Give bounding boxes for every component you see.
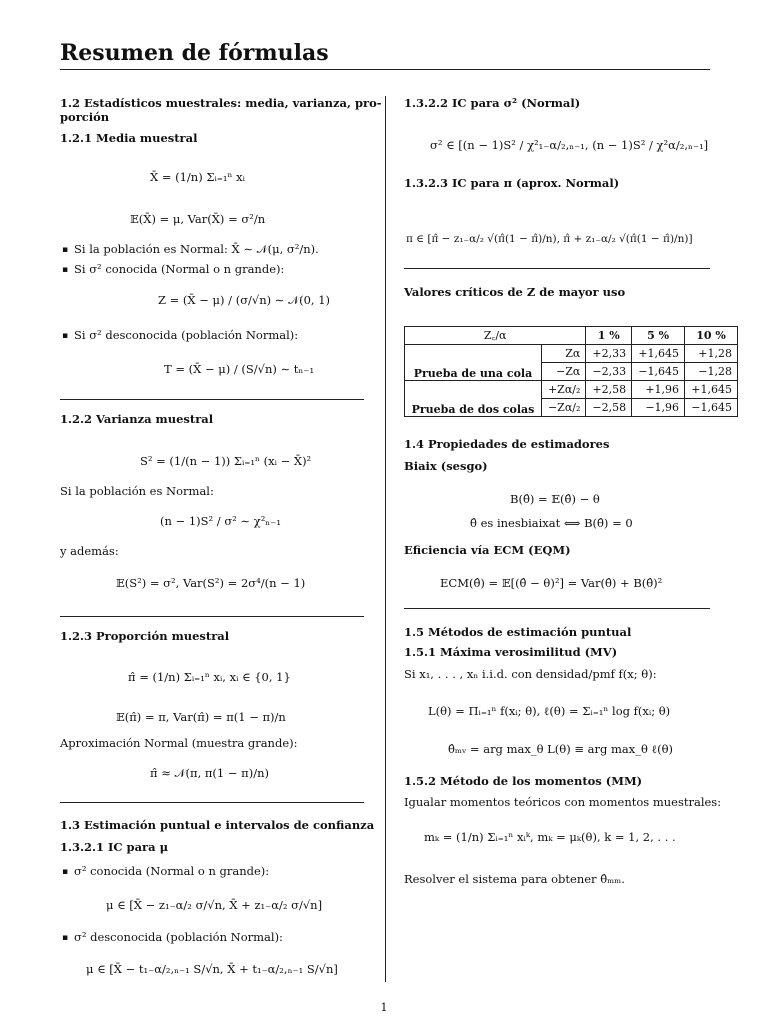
column-divider xyxy=(385,96,386,982)
equation-chi-square: (n − 1)S² / σ² ∼ χ²ₙ₋₁ xyxy=(160,514,281,528)
section-1-2-3-title: 1.2.3 Proporción muestral xyxy=(60,629,230,643)
table-cell: −2,33 xyxy=(586,363,632,381)
section-1-2-title-line1: 1.2 Estadísticos muestrales: media, varianza, pro- xyxy=(60,96,382,110)
table-cell: −1,96 xyxy=(632,399,685,417)
table-cell: +1,96 xyxy=(632,381,685,399)
table-header-row xyxy=(405,327,738,345)
equation-likelihood: L(θ) = Πᵢ₌₁ⁿ f(xᵢ; θ), ℓ(θ) = Σᵢ₌₁ⁿ log f(xᵢ; θ) xyxy=(428,704,671,718)
page-title: Resumen de fórmulas xyxy=(60,40,329,66)
table-cell: −Zα xyxy=(541,363,585,381)
table-header-cell: 5 % xyxy=(632,327,685,345)
section-rule xyxy=(404,608,710,609)
section-rule xyxy=(60,616,364,617)
table-row xyxy=(405,381,738,399)
equation-t-stat: T = (X̄ − μ) / (S/√n) ∼ tₙ₋₁ xyxy=(164,362,315,376)
table-header-cell: 10 % xyxy=(685,327,738,345)
equation-sample-proportion: π̂ = (1/n) Σᵢ₌₁ⁿ xᵢ, xᵢ ∈ {0, 1} xyxy=(128,670,291,684)
row-group-label: Prueba de dos colas xyxy=(405,381,542,417)
section-1-2-2-title: 1.2.2 Varianza muestral xyxy=(60,412,214,426)
text-solve: Resolver el sistema para obtener θ̂ₘₘ. xyxy=(404,872,625,886)
table-cell: −1,28 xyxy=(685,363,738,381)
equation-sample-mean: X̄ = (1/n) Σᵢ₌₁ⁿ xᵢ xyxy=(150,170,245,184)
equation-ci-variance: σ² ∈ [(n − 1)S² / χ²₁₋α/₂,ₙ₋₁, (n − 1)S² / χ²α/₂,ₙ₋₁] xyxy=(430,138,709,152)
equation-proportion-approx: π̂ ≈ 𝒩(π, π(1 − π)/n) xyxy=(150,766,269,780)
equation-variance-expectation: 𝔼(S²) = σ², Var(S²) = 2σ⁴/(n − 1) xyxy=(116,576,306,590)
equation-ecm: ECM(θ̂) = 𝔼[(θ̂ − θ)²] = Var(θ̂) + B(θ̂)² xyxy=(440,576,663,590)
table-cell: +2,33 xyxy=(586,345,632,363)
row-group-label: Prueba de una cola xyxy=(405,345,542,381)
section-1-2-1-title: 1.2.1 Media muestral xyxy=(60,131,198,145)
equation-bias: B(θ̂) = 𝔼(θ̂) − θ xyxy=(510,492,600,506)
table-header-cell: 1 % xyxy=(586,327,632,345)
section-1-5-1-title: 1.5.1 Máxima verosimilitud (MV) xyxy=(404,645,618,659)
section-1-3-2-2-title: 1.3.2.2 IC para σ² (Normal) xyxy=(404,96,581,110)
page-number: 1 xyxy=(380,1001,388,1014)
equation-ci-mean-t: μ ∈ [X̄ − t₁₋α/₂,ₙ₋₁ S/√n, X̄ + t₁₋α/₂,ₙ₋₁ S/√n] xyxy=(86,962,338,976)
table-row xyxy=(405,345,738,363)
text-normal-population: Si la población es Normal: xyxy=(60,484,214,498)
table-cell: −2,58 xyxy=(586,399,632,417)
title-rule xyxy=(60,69,710,70)
table-header-cell: Z꜀/α xyxy=(405,327,586,345)
section-rule xyxy=(60,802,364,803)
ecm-title: Eficiencia vía ECM (EQM) xyxy=(404,543,571,557)
table-cell: −Zα/₂ xyxy=(541,399,585,417)
equation-moments: mₖ = (1/n) Σᵢ₌₁ⁿ xᵢᵏ, mₖ = μₖ(θ), k = 1, 2, . . . xyxy=(424,830,676,844)
equation-unbiased: θ̂ es inesbiaixat ⟺ B(θ̂) = 0 xyxy=(470,516,633,530)
section-1-3-2-3-title: 1.3.2.3 IC para π (aprox. Normal) xyxy=(404,176,620,190)
critical-values-table xyxy=(404,326,738,417)
table-cell: +Zα/₂ xyxy=(541,381,585,399)
equation-sample-variance: S² = (1/(n − 1)) Σᵢ₌₁ⁿ (xᵢ − X̄)² xyxy=(140,454,312,468)
table-cell: Zα xyxy=(541,345,585,363)
section-rule xyxy=(60,399,364,400)
section-rule xyxy=(404,268,710,269)
text-normal-approx: Aproximación Normal (muestra grande): xyxy=(60,736,298,750)
bullet-sigma-unknown: ▪ Si σ² desconocida (población Normal): xyxy=(74,328,298,342)
equation-proportion-expectation: 𝔼(π̂) = π, Var(π̂) = π(1 − π)/n xyxy=(116,710,286,724)
text-ademas: y además: xyxy=(60,544,119,558)
section-1-3-2-1-title: 1.3.2.1 IC para μ xyxy=(60,840,168,854)
bullet-sigma-known: ▪ Si σ² conocida (Normal o n grande): xyxy=(74,262,284,276)
section-1-5-2-title: 1.5.2 Método de los momentos (MM) xyxy=(404,774,643,788)
table-cell: +2,58 xyxy=(586,381,632,399)
bullet-normal-population: ▪ Si la población es Normal: X̄ ∼ 𝒩(μ, σ²/n). xyxy=(74,242,319,256)
bullet-ci-sigma-known: ▪ σ² conocida (Normal o n grande): xyxy=(74,864,269,878)
text-iid: Si x₁, . . . , xₙ i.i.d. con densidad/pmf f(x; θ): xyxy=(404,667,657,681)
text-moments: Igualar momentos teóricos con momentos muestrales: xyxy=(404,795,722,809)
table-cell: +1,645 xyxy=(685,381,738,399)
table-cell: +1,645 xyxy=(632,345,685,363)
table-cell: −1,645 xyxy=(685,399,738,417)
section-1-4-title: 1.4 Propiedades de estimadores xyxy=(404,437,610,451)
equation-mle: θ̂ₘᵥ = arg max_θ L(θ) ≡ arg max_θ ℓ(θ) xyxy=(448,742,673,756)
critical-values-title: Valores críticos de Z de mayor uso xyxy=(404,285,626,299)
equation-z-stat: Z = (X̄ − μ) / (σ/√n) ∼ 𝒩(0, 1) xyxy=(158,293,331,307)
equation-ci-mean-z: μ ∈ [X̄ − z₁₋α/₂ σ/√n, X̄ + z₁₋α/₂ σ/√n] xyxy=(106,898,323,912)
bias-title: Biaix (sesgo) xyxy=(404,459,488,473)
section-1-5-title: 1.5 Métodos de estimación puntual xyxy=(404,625,632,639)
equation-ci-proportion: π ∈ [π̂ − z₁₋α/₂ √(π̂(1 − π̂)/n), π̂ + z₁₋α/₂ √(π̂(1 − π̂)/n)] xyxy=(406,233,693,245)
bullet-ci-sigma-unknown: ▪ σ² desconocida (población Normal): xyxy=(74,930,283,944)
section-1-2-title-line2: porción xyxy=(60,110,110,124)
table-cell: +1,28 xyxy=(685,345,738,363)
equation-mean-expectation: 𝔼(X̄) = μ, Var(X̄) = σ²/n xyxy=(130,212,266,226)
section-1-3-title: 1.3 Estimación puntual e intervalos de confianza xyxy=(60,818,375,832)
table-cell: −1,645 xyxy=(632,363,685,381)
